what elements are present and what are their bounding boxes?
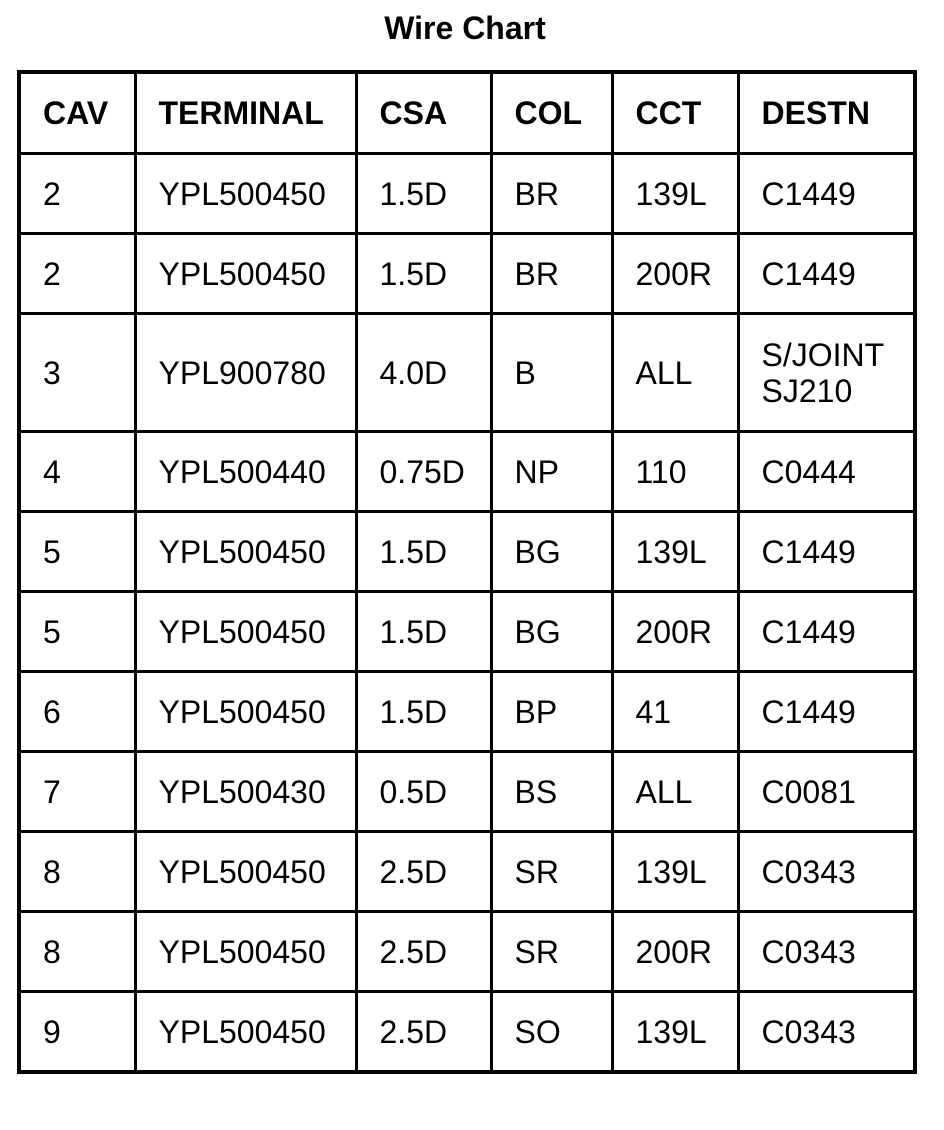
cell-cct: 139L [612, 154, 738, 234]
cell-destn: C1449 [738, 512, 915, 592]
table-row [19, 912, 915, 992]
cell-col: BR [491, 154, 612, 234]
cell-destn: C0081 [738, 752, 915, 832]
cell-cct: 139L [612, 832, 738, 912]
wire-chart-table [17, 70, 917, 1074]
table-row [19, 592, 915, 672]
cell-csa: 1.5D [356, 672, 491, 752]
cell-cav: 8 [19, 912, 135, 992]
header-destn: DESTN [738, 72, 915, 154]
cell-destn: C1449 [738, 234, 915, 314]
cell-destn: C0343 [738, 912, 915, 992]
cell-terminal: YPL500450 [135, 234, 356, 314]
cell-destn: C1449 [738, 592, 915, 672]
header-cct: CCT [612, 72, 738, 154]
header-col: COL [491, 72, 612, 154]
cell-cav: 2 [19, 234, 135, 314]
cell-destn: C0343 [738, 992, 915, 1073]
chart-title: Wire Chart [384, 10, 546, 46]
cell-destn: C0343 [738, 832, 915, 912]
cell-destn: C1449 [738, 154, 915, 234]
table-row [19, 314, 915, 432]
cell-col: BS [491, 752, 612, 832]
cell-csa: 1.5D [356, 592, 491, 672]
cell-terminal: YPL500450 [135, 992, 356, 1073]
cell-destn: S/JOINT SJ210 [738, 314, 915, 432]
cell-col: BG [491, 592, 612, 672]
header-csa: CSA [356, 72, 491, 154]
cell-terminal: YPL500450 [135, 832, 356, 912]
table-row [19, 234, 915, 314]
cell-col: BR [491, 234, 612, 314]
cell-cct: 41 [612, 672, 738, 752]
cell-cct: 139L [612, 512, 738, 592]
cell-csa: 0.5D [356, 752, 491, 832]
cell-col: NP [491, 432, 612, 512]
table-row [19, 992, 915, 1073]
cell-destn: C0444 [738, 432, 915, 512]
cell-csa: 0.75D [356, 432, 491, 512]
cell-terminal: YPL500450 [135, 154, 356, 234]
cell-cav: 8 [19, 832, 135, 912]
cell-terminal: YPL500450 [135, 912, 356, 992]
header-row [19, 72, 915, 154]
cell-cav: 5 [19, 512, 135, 592]
cell-csa: 1.5D [356, 512, 491, 592]
cell-csa: 1.5D [356, 234, 491, 314]
table-row [19, 672, 915, 752]
cell-terminal: YPL500440 [135, 432, 356, 512]
cell-col: SR [491, 912, 612, 992]
cell-col: SR [491, 832, 612, 912]
cell-cct: 200R [612, 912, 738, 992]
cell-col: B [491, 314, 612, 432]
header-cav: CAV [19, 72, 135, 154]
table-row [19, 154, 915, 234]
cell-csa: 1.5D [356, 154, 491, 234]
cell-cav: 5 [19, 592, 135, 672]
table-row [19, 432, 915, 512]
table-row [19, 512, 915, 592]
header-terminal: TERMINAL [135, 72, 356, 154]
cell-cct: 139L [612, 992, 738, 1073]
cell-col: SO [491, 992, 612, 1073]
cell-cav: 7 [19, 752, 135, 832]
cell-cct: ALL [612, 314, 738, 432]
cell-destn: C1449 [738, 672, 915, 752]
cell-col: BG [491, 512, 612, 592]
cell-terminal: YPL900780 [135, 314, 356, 432]
cell-cav: 6 [19, 672, 135, 752]
cell-csa: 2.5D [356, 992, 491, 1073]
table-row [19, 832, 915, 912]
cell-cav: 3 [19, 314, 135, 432]
cell-cav: 4 [19, 432, 135, 512]
cell-cct: 200R [612, 234, 738, 314]
cell-csa: 4.0D [356, 314, 491, 432]
cell-terminal: YPL500450 [135, 672, 356, 752]
cell-terminal: YPL500450 [135, 512, 356, 592]
cell-cav: 9 [19, 992, 135, 1073]
cell-cct: 110 [612, 432, 738, 512]
cell-col: BP [491, 672, 612, 752]
table-row [19, 752, 915, 832]
cell-csa: 2.5D [356, 912, 491, 992]
cell-cct: ALL [612, 752, 738, 832]
cell-cav: 2 [19, 154, 135, 234]
cell-csa: 2.5D [356, 832, 491, 912]
cell-cct: 200R [612, 592, 738, 672]
cell-terminal: YPL500450 [135, 592, 356, 672]
cell-terminal: YPL500430 [135, 752, 356, 832]
